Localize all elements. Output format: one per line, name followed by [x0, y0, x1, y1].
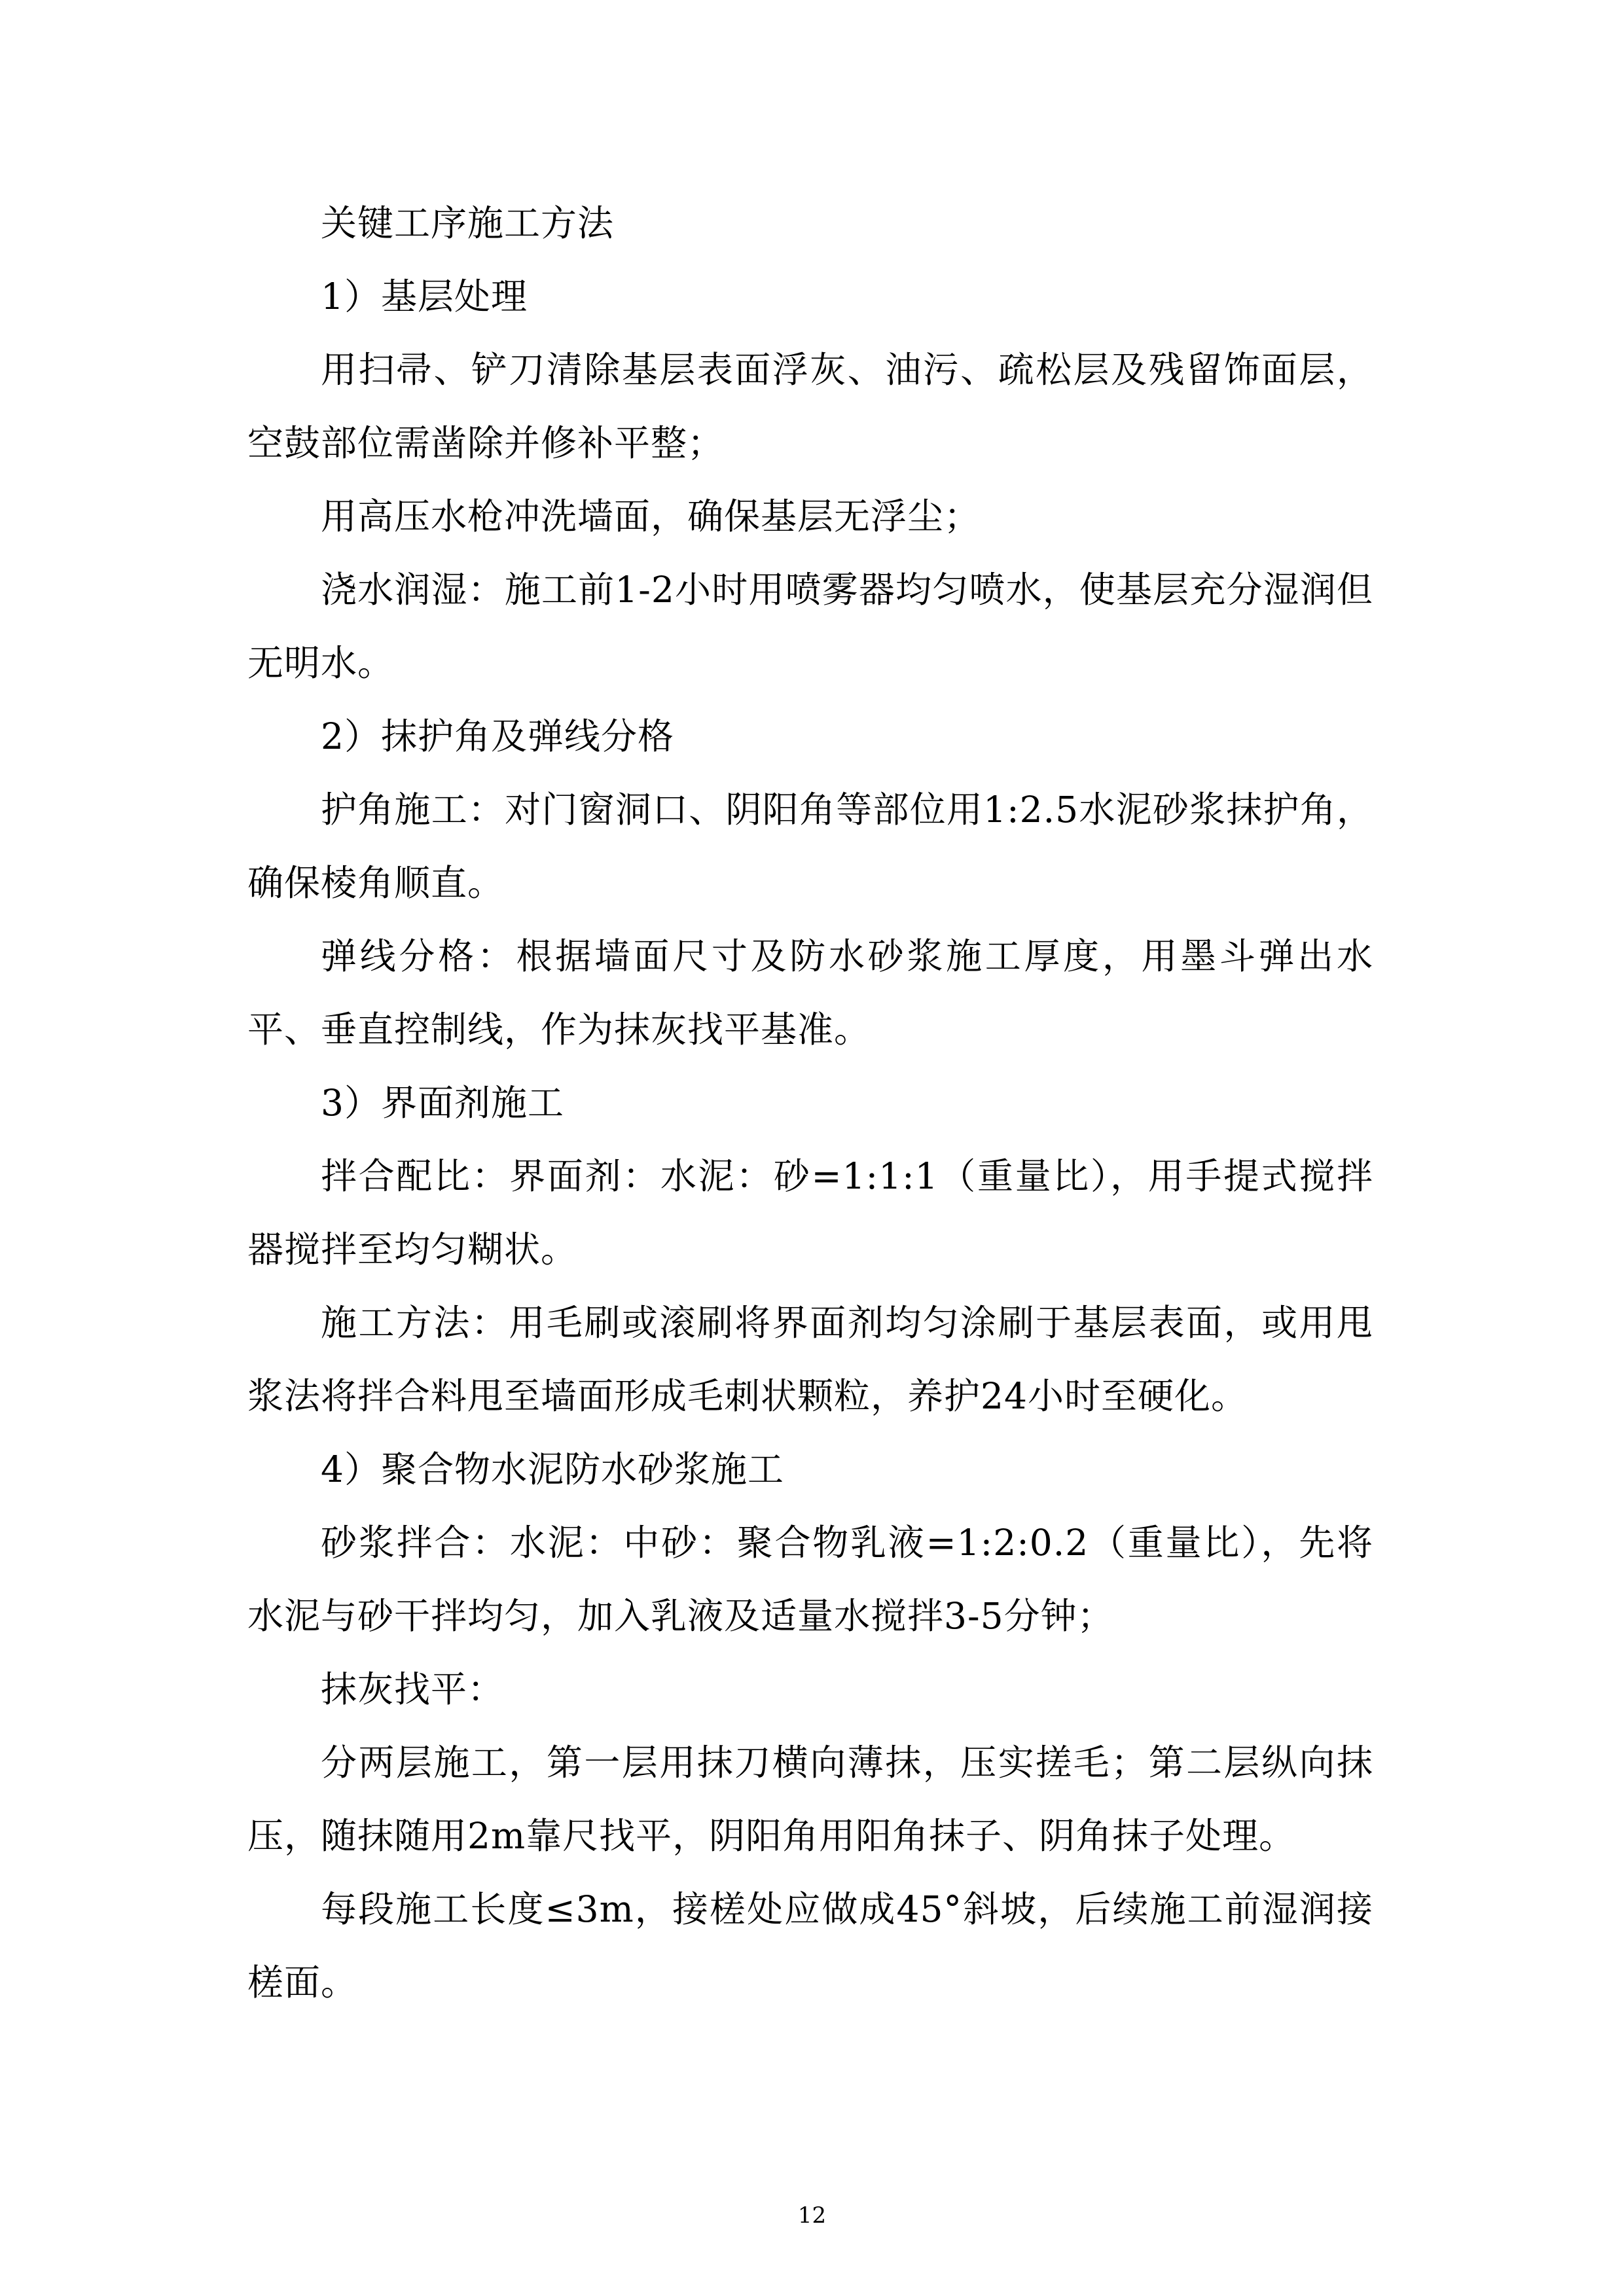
step-heading-3: 3）界面剂施工	[321, 1082, 564, 1124]
paragraph: 弹线分格：根据墙面尺寸及防水砂浆施工厚度，用墨斗弹出水平、垂直控制线，作为抹灰找平基准。	[247, 935, 1373, 1050]
paragraph: 浇水润湿：施工前1-2小时用喷雾器均匀喷水，使基层充分湿润但无明水。	[247, 569, 1373, 684]
paragraph: 砂浆拌合：水泥：中砂：聚合物乳液=1:2:0.2（重量比），先将水泥与砂干拌均匀，加入乳液及适量水搅拌3-5分钟；	[247, 1522, 1373, 1637]
step-heading-2: 2）抹护角及弹线分格	[321, 715, 674, 757]
paragraph: 护角施工：对门窗洞口、阴阳角等部位用1:2.5水泥砂浆抹护角，确保棱角顺直。	[247, 789, 1373, 904]
paragraph: 施工方法：用毛刷或滚刷将界面剂均匀涂刷于基层表面，或用甩浆法将拌合料甩至墙面形成毛刺状颗粒，养护24小时至硬化。	[247, 1302, 1373, 1417]
section-title: 关键工序施工方法	[321, 202, 615, 244]
paragraph: 每段施工长度≤3m，接槎处应做成45°斜坡，后续施工前湿润接槎面。	[247, 1888, 1373, 2003]
paragraph: 用扫帚、铲刀清除基层表面浮灰、油污、疏松层及残留饰面层，空鼓部位需凿除并修补平整；	[247, 349, 1373, 464]
step-heading-4: 4）聚合物水泥防水砂浆施工	[321, 1448, 784, 1490]
paragraph: 用高压水枪冲洗墙面，确保基层无浮尘；	[321, 495, 981, 537]
document-body	[247, 187, 1373, 2019]
paragraph: 分两层施工，第一层用抹刀横向薄抹，压实搓毛；第二层纵向抹压，随抹随用2m靠尺找平，阴阳角用阳角抹子、阴角抹子处理。	[247, 1742, 1373, 1857]
step-heading-1: 1）基层处理	[321, 276, 528, 317]
page-number: 12	[797, 2202, 827, 2229]
paragraph: 拌合配比：界面剂：水泥：砂=1:1:1（重量比），用手提式搅拌器搅拌至均匀糊状。	[247, 1155, 1373, 1270]
paragraph: 抹灰找平：	[321, 1668, 505, 1710]
